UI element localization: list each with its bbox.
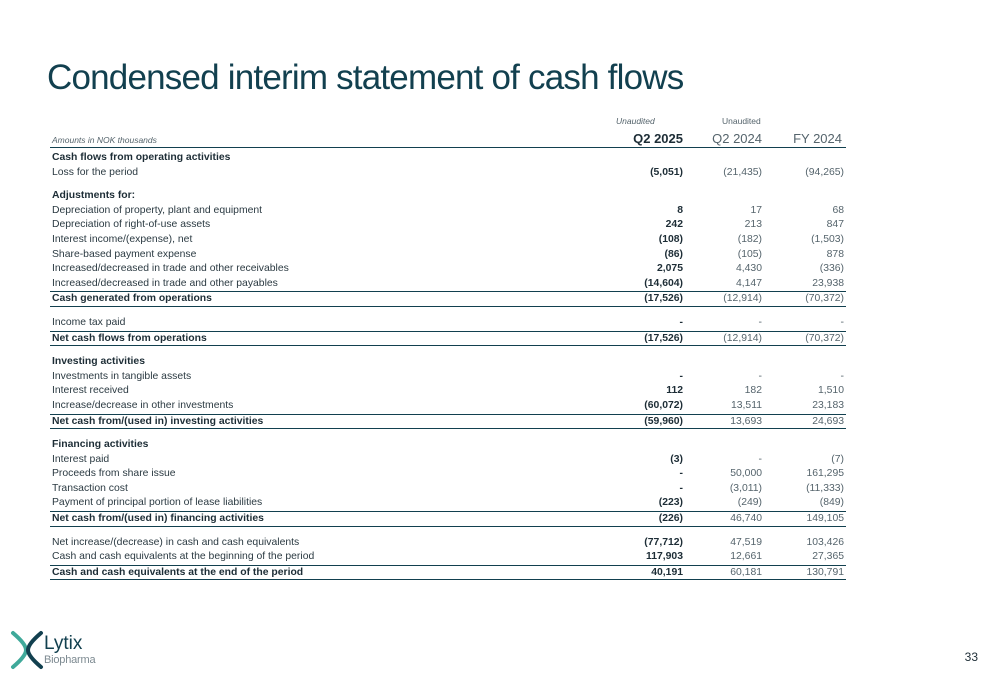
- table-row: [50, 370, 846, 385]
- value-fy-2024: 847: [826, 219, 844, 231]
- value-q2-2024: (12,914): [723, 293, 762, 305]
- lytix-logo-icon: [10, 630, 44, 670]
- value-q2-2025: (60,072): [644, 399, 683, 411]
- value-fy-2024: 878: [826, 248, 844, 260]
- logo-wordmark: Lytix: [44, 633, 83, 654]
- value-fy-2024: 1,510: [817, 385, 844, 397]
- section-heading: [50, 355, 846, 370]
- value-fy-2024: 23,938: [812, 277, 844, 289]
- table-header: [50, 128, 846, 148]
- amounts-unit-label: Amounts in NOK thousands: [52, 135, 157, 145]
- col-header-q2-2024: Q2 2024: [712, 131, 762, 146]
- table-row: [50, 248, 846, 263]
- value-q2-2025: 112: [666, 385, 683, 397]
- value-fy-2024: -: [840, 316, 844, 328]
- value-fy-2024: 161,295: [806, 468, 844, 480]
- value-q2-2025: (5,051): [650, 166, 683, 178]
- value-fy-2024: 27,365: [812, 551, 844, 563]
- value-fy-2024: 23,183: [812, 399, 844, 411]
- total-row: [50, 565, 846, 581]
- value-q2-2024: 50,000: [730, 468, 762, 480]
- row-label: Interest received: [52, 385, 129, 397]
- value-q2-2024: 4,147: [735, 277, 762, 289]
- row-label: Loss for the period: [52, 166, 139, 178]
- section-heading: [50, 438, 846, 453]
- table-row: [50, 262, 846, 277]
- value-q2-2025: (223): [658, 497, 683, 509]
- value-q2-2024: 12,661: [730, 551, 762, 563]
- row-label: Net cash from/(used in) financing activities: [52, 513, 264, 525]
- spacer-row: [50, 307, 846, 316]
- value-fy-2024: (7): [831, 453, 844, 465]
- table-row: [50, 166, 846, 181]
- value-q2-2024: (182): [737, 233, 762, 245]
- row-label: Payment of principal portion of lease liabilities: [52, 497, 263, 509]
- table-row: [50, 218, 846, 233]
- value-q2-2024: (12,914): [723, 332, 762, 344]
- value-q2-2024: -: [758, 370, 762, 382]
- row-label: Cash and cash equivalents at the end of the period: [52, 566, 304, 578]
- row-label: Cash and cash equivalents at the beginning of the period: [52, 551, 315, 563]
- value-fy-2024: (11,333): [806, 482, 844, 494]
- value-q2-2025: (14,604): [644, 277, 683, 289]
- value-q2-2025: (3): [670, 453, 683, 465]
- row-label: Adjustments for:: [52, 190, 136, 202]
- table-body: [50, 151, 846, 580]
- table-row: [50, 467, 846, 482]
- cash-flow-table: [50, 112, 846, 580]
- total-row: [50, 414, 846, 430]
- value-fy-2024: 24,693: [812, 415, 844, 427]
- value-q2-2024: 47,519: [730, 536, 762, 548]
- value-fy-2024: (849): [819, 497, 844, 509]
- table-row: [50, 204, 846, 219]
- table-row: [50, 496, 846, 511]
- row-label: Cash flows from operating activities: [52, 152, 231, 163]
- page-number: 33: [964, 650, 978, 664]
- row-label: Net cash from/(used in) investing activities: [52, 415, 264, 427]
- col1-note: Unaudited: [616, 116, 655, 126]
- logo-subtitle: Biopharma: [44, 654, 96, 666]
- value-q2-2024: -: [758, 453, 762, 465]
- value-q2-2025: (17,526): [644, 332, 683, 344]
- value-q2-2025: (108): [658, 233, 683, 245]
- value-fy-2024: (70,372): [805, 293, 844, 305]
- row-label: Financing activities: [52, 439, 149, 451]
- table-row: [50, 384, 846, 399]
- row-label: Interest paid: [52, 453, 110, 465]
- row-label: Increase/decrease in other investments: [52, 399, 234, 411]
- table-row: [50, 399, 846, 414]
- value-fy-2024: 103,426: [806, 536, 844, 548]
- value-q2-2025: (86): [664, 248, 683, 260]
- value-q2-2025: -: [679, 482, 683, 494]
- value-q2-2024: 13,511: [730, 399, 762, 411]
- value-q2-2025: 2,075: [656, 263, 683, 275]
- section-heading: [50, 151, 846, 166]
- col2-note: Unaudited: [722, 116, 761, 126]
- value-q2-2025: 117,903: [646, 551, 683, 563]
- table-row: [50, 453, 846, 468]
- value-fy-2024: 149,105: [806, 513, 844, 525]
- table-row: [50, 550, 846, 565]
- spacer-row: [50, 527, 846, 536]
- row-label: Increased/decreased in trade and other payables: [52, 277, 278, 289]
- value-q2-2025: 40,191: [651, 566, 683, 578]
- value-fy-2024: 68: [832, 204, 844, 216]
- col-header-fy-2024: FY 2024: [793, 131, 842, 146]
- row-label: Net increase/(decrease) in cash and cash equivalents: [52, 536, 300, 548]
- row-label: Increased/decreased in trade and other receivables: [52, 263, 289, 275]
- row-label: Investments in tangible assets: [52, 370, 192, 382]
- value-q2-2024: 213: [744, 219, 762, 231]
- section-heading: [50, 189, 846, 204]
- total-row: [50, 511, 846, 527]
- table-row: [50, 482, 846, 497]
- table-row: [50, 316, 846, 331]
- value-q2-2025: 242: [665, 219, 683, 231]
- spacer-row: [50, 429, 846, 438]
- table-row: [50, 233, 846, 248]
- spacer-row: [50, 346, 846, 355]
- value-fy-2024: 130,791: [806, 566, 844, 578]
- row-label: Depreciation of property, plant and equipment: [52, 204, 263, 216]
- row-label: Income tax paid: [52, 316, 126, 328]
- row-label: Depreciation of right-of-use assets: [52, 219, 211, 231]
- row-label: Net cash flows from operations: [52, 332, 207, 344]
- value-q2-2025: (77,712): [644, 536, 683, 548]
- value-q2-2024: (249): [737, 497, 762, 509]
- value-q2-2025: -: [679, 468, 683, 480]
- total-row: [50, 291, 846, 307]
- value-fy-2024: (94,265): [805, 166, 844, 178]
- value-q2-2024: 182: [744, 385, 762, 397]
- table-row: [50, 277, 846, 292]
- value-q2-2025: -: [679, 370, 683, 382]
- table-row: [50, 536, 846, 551]
- row-label: Interest income/(expense), net: [52, 233, 193, 245]
- value-fy-2024: (70,372): [805, 332, 844, 344]
- value-q2-2024: 13,693: [730, 415, 762, 427]
- value-fy-2024: (1,503): [811, 233, 844, 245]
- value-q2-2024: 4,430: [735, 263, 762, 275]
- value-q2-2024: (21,435): [723, 166, 762, 178]
- spacer-row: [50, 180, 846, 189]
- value-q2-2024: (3,011): [729, 482, 762, 494]
- value-q2-2024: 17: [750, 204, 762, 216]
- row-label: Proceeds from share issue: [52, 468, 176, 480]
- col-header-q2-2025: Q2 2025: [633, 131, 683, 146]
- value-q2-2024: (105): [737, 248, 762, 260]
- value-q2-2024: 46,740: [730, 513, 762, 525]
- value-q2-2024: -: [758, 316, 762, 328]
- value-q2-2025: (226): [658, 513, 683, 525]
- row-label: Share-based payment expense: [52, 248, 197, 260]
- value-q2-2025: (59,960): [644, 415, 683, 427]
- value-q2-2024: 60,181: [730, 566, 762, 578]
- value-q2-2025: -: [679, 316, 683, 328]
- total-row: [50, 331, 846, 347]
- table-audit-notes: [50, 112, 846, 128]
- row-label: Cash generated from operations: [52, 293, 212, 305]
- row-label: Transaction cost: [52, 482, 128, 494]
- row-label: Investing activities: [52, 356, 145, 368]
- value-q2-2025: (17,526): [644, 293, 683, 305]
- value-q2-2025: 8: [677, 204, 683, 216]
- value-fy-2024: (336): [819, 263, 844, 275]
- page-title: Condensed interim statement of cash flows: [47, 58, 684, 97]
- value-fy-2024: -: [840, 370, 844, 382]
